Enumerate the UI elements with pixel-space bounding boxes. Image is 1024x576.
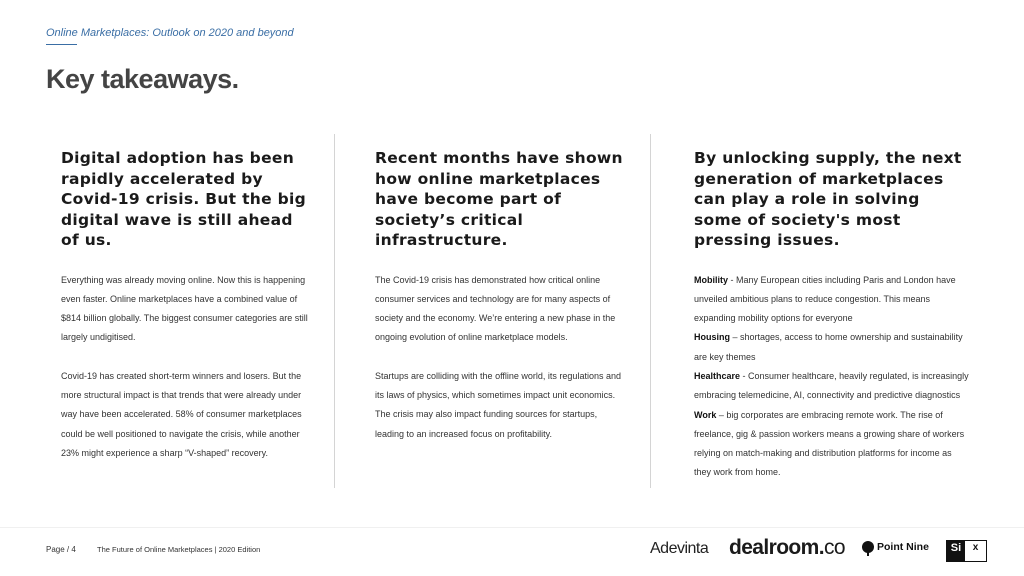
column-heading: By unlocking supply, the next generation of marketplaces can play a role in solving some of society's most pressing issues. bbox=[694, 149, 962, 249]
column-paragraph: Startups are colliding with the offline world, its regulations and its laws of physics, which sometimes impact unit economics. The crisis may also impact funding sources for startups, leading to an increased focus on profitability. bbox=[375, 370, 621, 439]
column-paragraph: The Covid-19 crisis has demonstrated how critical online consumer services and technology are for many aspects of society and the economy. We’re entering a new phase in the ongoing evolution of online marketplace models. bbox=[375, 274, 616, 343]
takeaway-column-2 bbox=[375, 148, 625, 463]
theme-item-work bbox=[694, 406, 969, 483]
column-paragraph: Covid-19 has created short-term winners and losers. But the more structural impact is that trends that were already under way have been accelerated. 58% of consumer marketplaces could be well positioned to navigate the crisis, while another 23% might experience a sharp “V-shaped” recovery. bbox=[61, 370, 302, 458]
header-underline bbox=[46, 44, 77, 45]
theme-item-healthcare bbox=[694, 367, 969, 406]
theme-term: Housing bbox=[694, 332, 730, 343]
column-divider bbox=[334, 134, 335, 488]
pointnine-mark-icon bbox=[862, 541, 874, 553]
theme-description: - Consumer healthcare, heavily regulated, is increasingly embracing telemedicine, AI, connectivity and predictive diagnostics bbox=[694, 370, 969, 401]
six-logo bbox=[946, 540, 987, 562]
dealroom-logo bbox=[729, 536, 845, 560]
column-heading: Digital adoption has been rapidly accelerated by Covid-19 crisis. But the big digital wave is still ahead of us. bbox=[61, 149, 307, 249]
theme-term: Healthcare bbox=[694, 370, 741, 381]
six-logo-right: x bbox=[972, 542, 979, 553]
theme-description: – shortages, access to home ownership and sustainability are key themes bbox=[694, 332, 963, 362]
theme-item-housing bbox=[694, 328, 969, 367]
footer-divider bbox=[0, 527, 1024, 528]
theme-term: Mobility bbox=[694, 274, 728, 285]
pointnine-logo bbox=[862, 541, 929, 553]
header-link[interactable]: Online Marketplaces: Outlook on 2020 and beyond bbox=[46, 27, 294, 39]
column-heading: Recent months have shown how online marketplaces have become part of society’s critical infrastructure. bbox=[375, 149, 623, 249]
six-logo-left: Si bbox=[947, 541, 965, 561]
takeaway-column-3 bbox=[694, 148, 969, 483]
column-divider bbox=[650, 134, 651, 488]
page-title: Key takeaways. bbox=[46, 64, 239, 94]
theme-item-mobility bbox=[694, 271, 969, 329]
theme-description: - Many European cities including Paris and London have unveiled ambitious plans to reduce congestion. This means expanding mobility options for everyone bbox=[694, 274, 956, 324]
dealroom-logo-main: dealroom. bbox=[729, 536, 824, 559]
theme-term: Work bbox=[694, 409, 717, 420]
dealroom-logo-suffix: co bbox=[823, 536, 845, 559]
pointnine-logo-text: Point Nine bbox=[877, 540, 929, 553]
column-paragraph: Everything was already moving online. Now this is happening even faster. Online marketplaces have a combined value of $814 billion globally. The biggest consumer categories are still largely undigitised. bbox=[61, 274, 308, 343]
adevinta-logo: Adevinta bbox=[650, 540, 709, 557]
takeaway-column-1 bbox=[61, 148, 311, 482]
document-title: The Future of Online Marketplaces | 2020 Edition bbox=[97, 545, 261, 554]
page-number: Page / 4 bbox=[46, 545, 76, 554]
theme-description: – big corporates are embracing remote work. The rise of freelance, gig & passion workers means a growing share of workers relying on match-making and distribution platforms for income as they work from home. bbox=[694, 409, 965, 478]
